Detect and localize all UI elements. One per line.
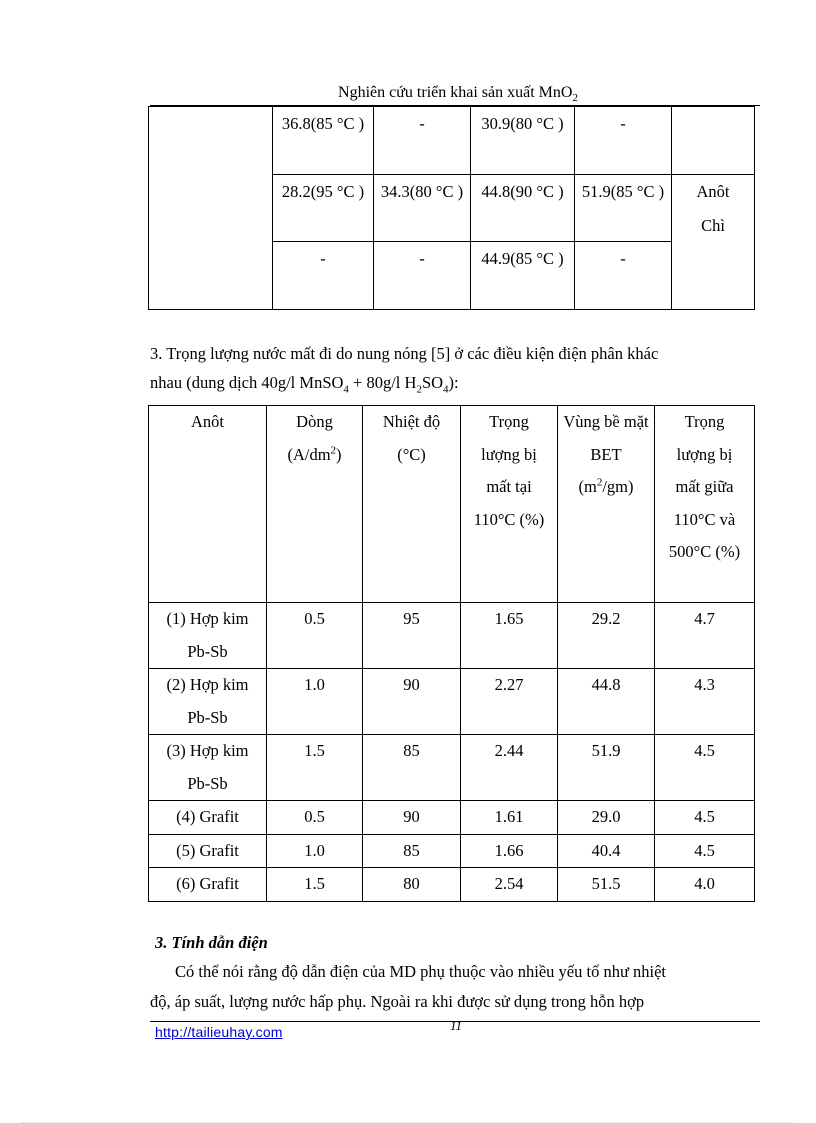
table-cell: 40.4: [558, 834, 655, 868]
text-run: nhau (dung dịch 40g/l MnSO: [150, 373, 344, 392]
paragraph-line: [150, 369, 758, 398]
superscript: 2: [330, 444, 337, 456]
table-cell: 0.5: [267, 801, 363, 835]
table-cell: 95: [363, 603, 461, 669]
paragraph-line: Có thể nói rằng độ dẫn điện của MD phụ thuộc vào nhiều yếu tố như nhiệt: [175, 962, 667, 981]
header-current: [267, 406, 363, 603]
table-cell-anode: Anôt Chì: [672, 175, 755, 310]
table-cell: 44.8(90 °C ): [471, 175, 575, 242]
table-cell: 30.9(80 °C ): [471, 107, 575, 175]
table-row: [149, 834, 755, 868]
table-row: [149, 669, 755, 735]
table-cell: -: [575, 107, 672, 175]
table-cell: 1.0: [267, 834, 363, 868]
table-cell: -: [273, 242, 374, 310]
table-row: [149, 603, 755, 669]
table-cell: 36.8(85 °C ): [273, 107, 374, 175]
table-cell: 85: [363, 735, 461, 801]
subscript: 2: [416, 383, 422, 396]
table-cell: 1.5: [267, 735, 363, 801]
table-cell: 44.8: [558, 669, 655, 735]
header-bet: [558, 406, 655, 603]
table-cell: 4.5: [655, 735, 755, 801]
table-cell: (5) Grafit: [149, 834, 267, 868]
text-run: + 80g/l H: [348, 373, 417, 392]
text-run: ):: [448, 373, 459, 392]
header-loss-110: Trọng lượng bị mất tại 110°C (%): [461, 406, 558, 603]
footer-link[interactable]: http://tailieuhay.com: [155, 1024, 283, 1040]
table-cell: 28.2(95 °C ): [273, 175, 374, 242]
table-cell: 90: [363, 801, 461, 835]
water-loss-table: [148, 405, 755, 902]
header-unit: (m: [578, 477, 597, 496]
header-temperature: [363, 406, 461, 603]
table-cell: -: [374, 107, 471, 175]
header-text: Dòng: [296, 412, 333, 431]
table-cell: (1) Hợp kim Pb-Sb: [149, 603, 267, 669]
table-row: [149, 868, 755, 902]
table-cell: 2.27: [461, 669, 558, 735]
table-cell: 2.44: [461, 735, 558, 801]
table-cell: 29.0: [558, 801, 655, 835]
table-cell: (3) Hợp kim Pb-Sb: [149, 735, 267, 801]
table-cell: 0.5: [267, 603, 363, 669]
continued-table: [148, 106, 755, 310]
paragraph-line: độ, áp suất, lượng nước hấp phụ. Ngoài ra khi được sử dụng trong hỗn hợp: [150, 992, 645, 1011]
header-unit: /gm): [602, 477, 634, 496]
table-cell: 2.54: [461, 868, 558, 902]
header-text: Nhiệt độ: [382, 412, 441, 431]
header-unit: (A/dm: [287, 444, 331, 464]
text-run: SO: [421, 373, 444, 392]
page-number: 11: [450, 1018, 463, 1033]
header-unit: ): [336, 444, 342, 464]
table-cell: 1.0: [267, 669, 363, 735]
running-header-text: Nghiên cứu triển khai sản xuất MnO: [338, 84, 573, 101]
table-cell: -: [374, 242, 471, 310]
table-cell: 1.61: [461, 801, 558, 835]
header-unit: (°C): [397, 444, 426, 464]
table-cell: 80: [363, 868, 461, 902]
table-cell: 51.9(85 °C ): [575, 175, 672, 242]
running-header-subscript: 2: [572, 92, 578, 105]
table-cell: 4.3: [655, 669, 755, 735]
table-cell: [672, 107, 755, 175]
header-anode: Anôt: [149, 406, 267, 603]
header-text: Vùng bề mặt BET: [563, 412, 649, 464]
subscript: 4: [343, 383, 349, 396]
table-cell: 4.5: [655, 834, 755, 868]
table-cell: 1.65: [461, 603, 558, 669]
table-cell: (4) Grafit: [149, 801, 267, 835]
table-cell: 51.9: [558, 735, 655, 801]
table-cell: 90: [363, 669, 461, 735]
table-cell: 34.3(80 °C ): [374, 175, 471, 242]
table-cell: 4.5: [655, 801, 755, 835]
paragraph-line: 3. Trọng lượng nước mất đi do nung nóng [5] ở các điều kiện điện phân khác: [150, 344, 659, 363]
table-cell: 1.66: [461, 834, 558, 868]
subscript: 4: [443, 383, 449, 396]
table-cell: 85: [363, 834, 461, 868]
table-row: [149, 735, 755, 801]
table-cell: (6) Grafit: [149, 868, 267, 902]
superscript: 2: [596, 476, 603, 489]
header-loss-500: Trọng lượng bị mất giữa 110°C và 500°C (%): [655, 406, 755, 603]
table-row: [149, 107, 755, 175]
table-cell: 44.9(85 °C ): [471, 242, 575, 310]
section-heading: 3. Tính dẫn điện: [155, 933, 268, 952]
table-row: [149, 801, 755, 835]
table-cell: 51.5: [558, 868, 655, 902]
table-cell: [149, 107, 273, 310]
table-header-row: [149, 406, 755, 603]
table-cell: 4.7: [655, 603, 755, 669]
table-cell: -: [575, 242, 672, 310]
table-cell: 29.2: [558, 603, 655, 669]
table-cell: 1.5: [267, 868, 363, 902]
table-cell: (2) Hợp kim Pb-Sb: [149, 669, 267, 735]
running-header: [150, 84, 766, 105]
table-cell: 4.0: [655, 868, 755, 902]
